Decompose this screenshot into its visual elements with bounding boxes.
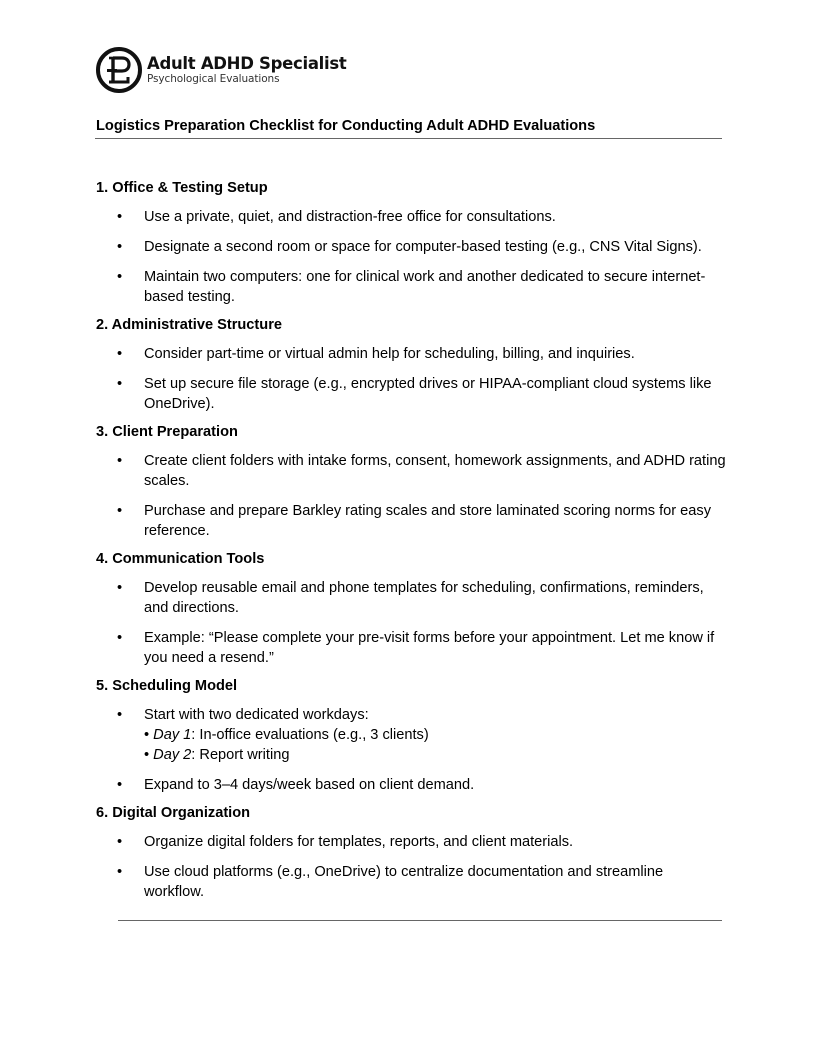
checklist-item — [96, 862, 726, 902]
checklist-section — [96, 678, 726, 795]
checklist-item — [96, 207, 726, 227]
checklist-item — [96, 628, 726, 668]
checklist-section — [96, 180, 726, 307]
bullet-icon: • — [117, 834, 123, 850]
section-heading: 6. Digital Organization — [96, 805, 251, 821]
checklist-section — [96, 551, 726, 668]
bullet-icon: • — [117, 269, 123, 285]
sub-bullet-icon: • — [144, 747, 154, 763]
sub-bullet-icon: • — [144, 727, 154, 743]
item-text: Expand to 3–4 days/week based on client demand. — [144, 777, 475, 793]
item-text: Organize digital folders for templates, reports, and client materials. — [144, 834, 574, 850]
checklist-item — [96, 237, 726, 257]
title-divider — [95, 138, 722, 139]
bullet-icon: • — [117, 630, 123, 646]
item-text: Use cloud platforms (e.g., OneDrive) to centralize documentation and streamline workflow. — [144, 864, 664, 900]
bullet-icon: • — [117, 209, 123, 225]
bullet-icon: • — [117, 864, 123, 880]
bullet-icon: • — [117, 707, 123, 723]
item-text: Create client folders with intake forms, consent, homework assignments, and ADHD rating scales. — [144, 453, 726, 489]
checklist-items — [96, 578, 726, 668]
checklist-section — [96, 317, 726, 414]
checklist-section — [96, 805, 726, 902]
checklist-item — [96, 451, 726, 491]
sub-item — [144, 745, 726, 765]
checklist-items — [96, 344, 726, 414]
company-logo — [95, 46, 347, 94]
sub-item-label: Day 1 — [153, 727, 192, 743]
checklist-items — [96, 832, 726, 902]
checklist-item — [96, 832, 726, 852]
section-heading: 4. Communication Tools — [96, 551, 265, 567]
checklist-items — [96, 451, 726, 541]
checklist-item — [96, 775, 726, 795]
checklist-items — [96, 207, 726, 307]
section-heading: 3. Client Preparation — [96, 424, 238, 440]
checklist-item — [96, 501, 726, 541]
bottom-divider — [118, 920, 722, 921]
bullet-icon: • — [117, 239, 123, 255]
checklist-section — [96, 424, 726, 541]
item-text: Designate a second room or space for computer-based testing (e.g., CNS Vital Signs). — [144, 239, 702, 255]
section-heading: 1. Office & Testing Setup — [96, 180, 268, 196]
section-heading: 5. Scheduling Model — [96, 678, 238, 694]
bullet-icon: • — [117, 376, 123, 392]
bullet-icon: • — [117, 580, 123, 596]
checklist-item — [96, 374, 726, 414]
bullet-icon: • — [117, 346, 123, 362]
checklist-body — [96, 180, 726, 902]
document-title: Logistics Preparation Checklist for Conducting Adult ADHD Evaluations — [96, 118, 596, 134]
bullet-icon: • — [117, 503, 123, 519]
checklist-item — [96, 267, 726, 307]
section-heading: 2. Administrative Structure — [96, 317, 282, 333]
pl-monogram-logo-icon — [95, 46, 143, 94]
item-text: Consider part-time or virtual admin help for scheduling, billing, and inquiries. — [144, 346, 635, 362]
logo-title: Adult ADHD Specialist — [147, 53, 347, 73]
bullet-icon: • — [117, 453, 123, 469]
checklist-item — [96, 705, 726, 765]
item-text: Example: “Please complete your pre-visit forms before your appointment. Let me know if you need a resend.” — [144, 630, 715, 666]
sub-item-text: : Report writing — [191, 747, 290, 763]
item-text: Purchase and prepare Barkley rating scales and store laminated scoring norms for easy reference. — [144, 503, 712, 539]
checklist-item — [96, 578, 726, 618]
item-text: Set up secure file storage (e.g., encrypted drives or HIPAA-compliant cloud systems like OneDrive). — [144, 376, 712, 412]
sub-item-text: : In-office evaluations (e.g., 3 clients) — [191, 727, 429, 743]
sub-item — [144, 725, 726, 745]
item-text: Maintain two computers: one for clinical work and another dedicated to secure internet-based testing. — [144, 269, 706, 305]
sub-item-label: Day 2 — [153, 747, 192, 763]
item-text: Develop reusable email and phone templates for scheduling, confirmations, reminders, and directions. — [144, 580, 704, 616]
checklist-item — [96, 344, 726, 364]
item-text: Use a private, quiet, and distraction-free office for consultations. — [144, 209, 556, 225]
bullet-icon: • — [117, 777, 123, 793]
checklist-items — [96, 705, 726, 795]
logo-subtitle: Psychological Evaluations — [147, 73, 280, 85]
item-text: Start with two dedicated workdays: — [144, 707, 369, 723]
